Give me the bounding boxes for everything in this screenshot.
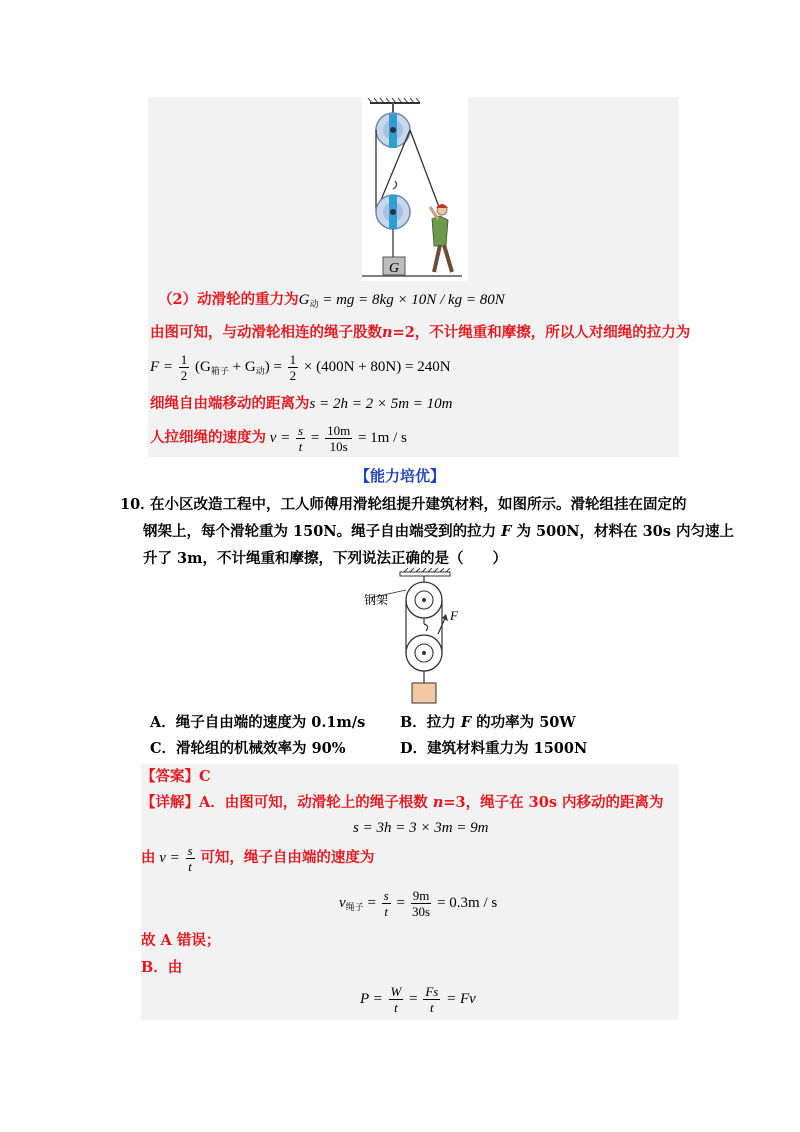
equation-distance: s = 3h = 3 × 3m = 9m [353,820,489,836]
force-label-f: F [450,608,458,623]
option-c[interactable]: C．滑轮组的机械效率为 90% [150,740,346,757]
answer-line: 【答案】C [141,768,211,785]
section-title: 【能力培优】 [354,467,445,485]
solution-line-1: （2）动滑轮的重力为$G_动$ = mg = 8kg × 10N / kg = 80N [158,291,505,309]
frame-label: 钢架 [364,593,389,607]
weight-label-g: G [389,261,400,276]
question-number: 10． [120,496,155,513]
solution-line-2: 由图可知，与动滑轮相连的绳子股数n=2，不计绳重和摩擦，所以人对细绳的拉力为 [150,324,691,341]
detail-line-2: 由 v = $\frac{s}{t}$ 可知，绳子自由端的速度为 [141,843,375,874]
option-d[interactable]: D．建筑材料重力为 1500N [400,740,588,757]
question-line-1: 在小区改造工程中，工人师傅用滑轮组提升建筑材料，如图所示。滑轮组挂在固定的 [150,496,687,513]
option-a[interactable]: A．绳子自由端的速度为 0.1m/s [150,714,366,731]
solution-line-4: 细绳自由端移动的距离为s = 2h = 2 × 5m = 10m [150,395,453,412]
pulley-worker-figure [362,97,468,281]
equation-power: P = $\frac{W}{t}$ = $\frac{Fs}{t}$ = Fv [360,984,476,1015]
equation-speed: $v_{绳子}$ = $\frac{s}{t}$ = $\frac{9m}{30s}$ = 0.3m / s [339,888,498,919]
option-b[interactable]: B．拉力 F 的功率为 50W [400,714,576,731]
detail-part-b: B．由 [141,959,183,976]
question-line-3: 升了 3m，不计绳重和摩擦，下列说法正确的是（ ） [143,550,507,567]
solution-line-3: F = $\frac{1}{2}$ $(G_{箱子} + G_动)$ = $\frac{1}{2}$ × (400N + 80N) = 240N [150,352,451,383]
question-line-2: 钢架上，每个滑轮重为 150N。绳子自由端受到的拉力 F 为 500N，材料在 30s 内匀速上 [143,523,734,540]
detail-a-wrong: 故 A 错误； [141,932,221,949]
detail-line-1: 【详解】A．由图可知，动滑轮上的绳子根数 n=3，绳子在 30s 内移动的距离为 [141,794,664,811]
solution-line-5: 人拉细绳的速度为 v = $\frac{s}{t}$ = $\frac{10m}{10s}$ = 1m / s [150,423,407,454]
